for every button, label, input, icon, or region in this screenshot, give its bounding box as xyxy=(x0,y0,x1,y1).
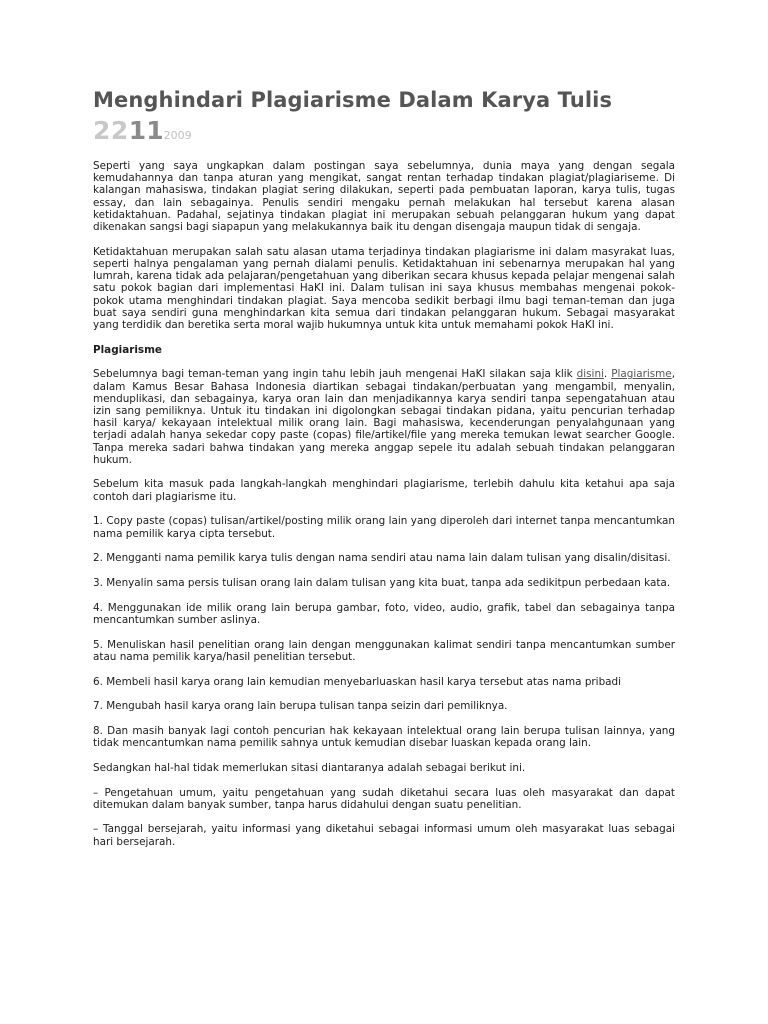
list-item: – Pengetahuan umum, yaitu pengetahuan yang sudah diketahui secara luas oleh masyarakat dan dapat ditemukan dalam banyak sumber, tanpa harus didahului dengan suatu penelitian. xyxy=(93,786,675,811)
list-item: 5. Menuliskan hasil penelitian orang lain dengan menggunakan kalimat sendiri tanpa mencantumkan sumber atau nama pemilik karya/hasil penelitian tersebut. xyxy=(93,638,675,663)
list-item: 1. Copy paste (copas) tulisan/artikel/posting milik orang lain yang diperoleh dari internet tanpa mencantumkan nama pemilik karya cipta tersebut. xyxy=(93,515,675,540)
intro-paragraph: Seperti yang saya ungkapkan dalam postingan saya sebelumnya, dunia maya yang dengan segala kemudahannya dan tanpa aturan yang mengikat, sangat rentan terhadap tindakan plagiat/plagiariseme. Di kalangan mahasiswa, tindakan plagiat sering dilakukan, seperti pada pembuatan laporan, karya tulis, tugas essay, dan lain sebagainya. Penulis sendiri mengaku pernah melakukan hal tersebut karena alasan ketidaktahuan. Padahal, sejatinya tindakan plagiat ini merupakan sebuah pelanggaran hukum yang dapat dikenakan sangsi bagi siapapun yang melakukannya baik itu dengan disengaja maupun tidak di sengaja. xyxy=(93,160,675,234)
post-date xyxy=(93,114,675,150)
plagiarisme-paragraph xyxy=(93,368,675,466)
list-item: 6. Membeli hasil karya orang lain kemudian menyebarluaskan hasil karya tersebut atas nama pribadi xyxy=(93,675,622,688)
link-plagiarisme[interactable]: Plagiarisme xyxy=(611,368,672,381)
list-item: 8. Dan masih banyak lagi contoh pencurian hak kekayaan intelektual orang lain berupa tulisan lainnya, yang tidak mencantumkan nama pemilik sahnya untuk kemudian disebar luaskan kepada orang lain. xyxy=(93,724,675,750)
list-item: 2. Mengganti nama pemilik karya tulis dengan nama sendiri atau nama lain dalam tulisan yang disalin/disitasi. xyxy=(93,552,671,565)
article xyxy=(93,86,675,860)
date-day: 22 xyxy=(93,116,129,145)
plagiarisme-text-rest: , dalam Kamus Besar Bahasa Indonesia diartikan sebagai tindakan/perbuatan yang mengambil, menyalin, menduplikasi, dan sebagainya, karya oran lain dan menjadikannya karya sendiri tanpa sepengatahuan atau izin sang pemiliknya. Untuk itu tindakan ini digolongkan sebagai tindakan pidana, yaitu pencurian terhadap hasil karya/ kekayaan intelektual milik orang lain. Bagi mahasiswa, kecenderungan penyalahgunaan yang terjadi adalah hanya sekedar copy paste (copas) file/artikel/file yang mereka temukan lewat searcher Google. Tanpa mereka sadari bahwa tindakan yang mereka anggap sepele itu adalah sebuah tindakan pelanggaran hukum. xyxy=(93,368,675,466)
date-month: 11 xyxy=(128,116,164,145)
plagiarisme-text-separator: . xyxy=(603,368,612,381)
list-item: 3. Menyalin sama persis tulisan orang lain dalam tulisan yang kita buat, tanpa ada sedikitpun perbedaan kata. xyxy=(93,576,671,589)
list-item: 7. Mengubah hasil karya orang lain berupa tulisan tanpa seizin dari pemiliknya. xyxy=(93,700,508,713)
date-year: 2009 xyxy=(163,129,192,142)
plagiarisme-text-start: Sebelumnya bagi teman-teman yang ingin tahu lebih jauh mengenai HaKI silakan saja klik xyxy=(93,368,577,381)
body-paragraph: Sedangkan hal-hal tidak memerlukan sitasi diantaranya adalah sebagai berikut ini. xyxy=(93,761,526,774)
article-title: Menghindari Plagiarisme Dalam Karya Tulis xyxy=(93,88,613,112)
section-heading-plagiarisme: Plagiarisme xyxy=(93,343,162,356)
body-paragraph: Sebelum kita masuk pada langkah-langkah menghindari plagiarisme, terlebih dahulu kita ketahui apa saja contoh dari plagiarisme itu. xyxy=(93,478,675,503)
list-item: 4. Menggunakan ide milik orang lain berupa gambar, foto, video, audio, grafik, tabel dan sebagainya tanpa mencantumkan sumber aslinya. xyxy=(93,601,675,626)
intro-paragraph: Ketidaktahuan merupakan salah satu alasan utama terjadinya tindakan plagiarisme ini dalam masyrakat luas, seperti halnya pengalaman yang pernah dialami penulis. Ketidaktahuan ini sebenarnya merupakan hal yang lumrah, karena tidak ada pelajaran/pengetahuan yang diberikan secara khusus kepada pelajar mengenai salah satu pokok bagian dari implementasi HaKI ini. Dalam tulisan ini saya khusus membahas mengenai pokok-pokok utama menghindari tindakan plagiat. Saya mencoba sedikit berbagi ilmu bagi teman-teman dan juga buat saya sendiri guna menghindarkan kita semua dari tindakan pelanggaran hukum. Sebagai masyarakat yang terdidik dan beretika serta moral wajib hukumnya untuk kita untuk memahami pokok HaKI ini. xyxy=(93,245,675,331)
link-disini[interactable]: disini xyxy=(576,368,604,381)
list-item: – Tanggal bersejarah, yaitu informasi yang diketahui sebagai informasi umum oleh masyarakat luas sebagai hari bersejarah. xyxy=(93,823,675,848)
